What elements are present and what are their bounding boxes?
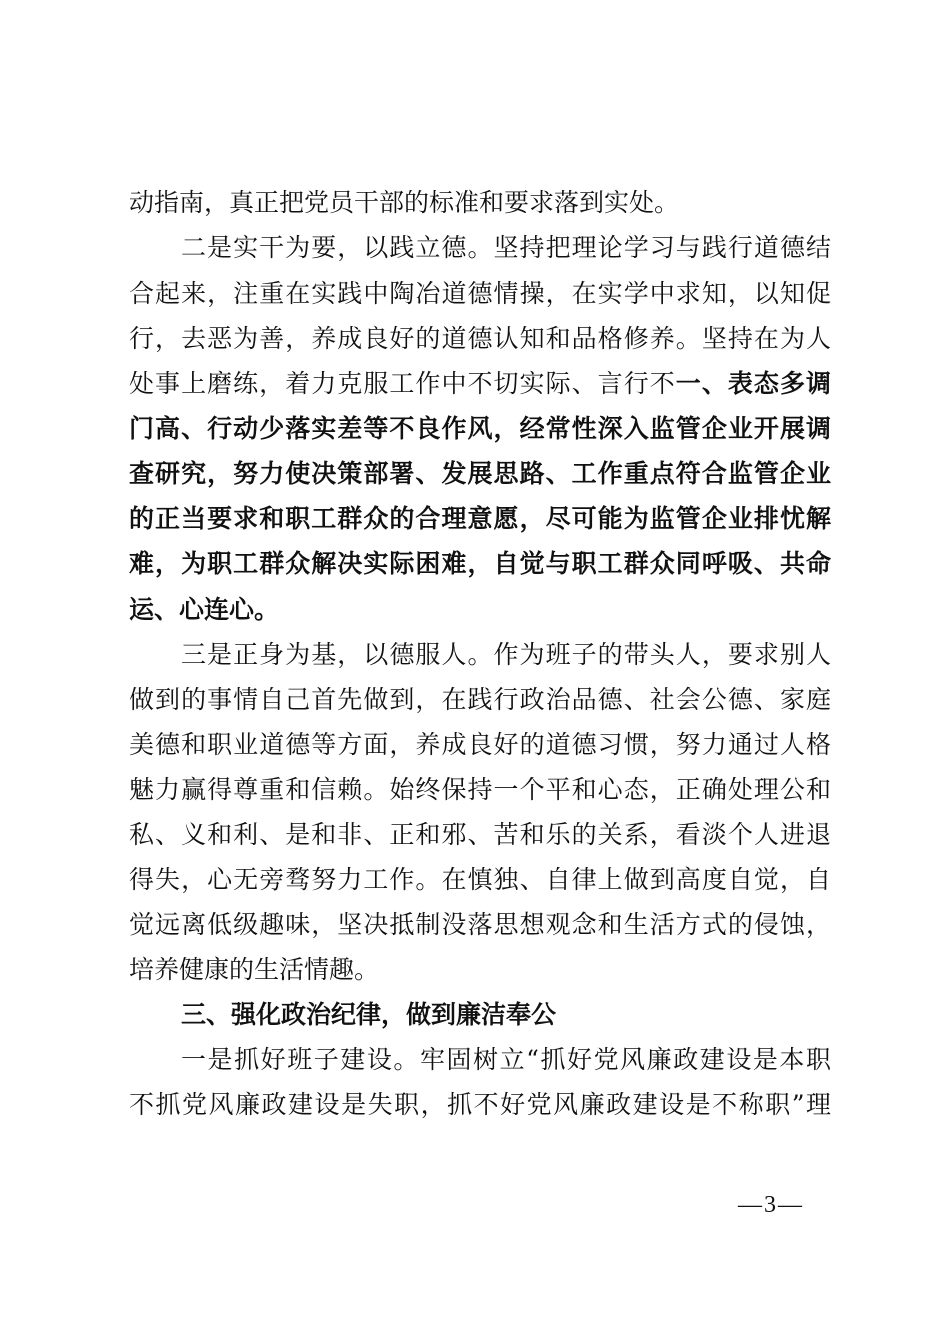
text: 二是实干为要，以践立德。坚持把理论学习与践行道德结 <box>181 233 831 262</box>
heading-text: 三、强化政治纪律，做到廉洁奉公 <box>181 1000 557 1029</box>
section-heading <box>181 997 831 1033</box>
bold-text: 门高、行动少落实差等不良作风，经常性深入监管企业开展调 <box>129 414 831 443</box>
text-line <box>129 366 831 402</box>
text-line <box>129 682 831 718</box>
text-line <box>129 952 831 988</box>
bold-text: 运、心连心。 <box>129 595 280 624</box>
bold-text: 的正当要求和职工群众的合理意愿，尽可能为监管企业排忧解 <box>129 504 831 533</box>
text-line <box>129 817 831 853</box>
text-line <box>129 411 831 447</box>
text: 合起来，注重在实践中陶冶道德情操，在实学中求知，以知促 <box>129 279 831 308</box>
text-line <box>129 772 831 808</box>
text-line <box>129 456 831 492</box>
text: 动指南，真正把党员干部的标准和要求落到实处。 <box>129 188 680 217</box>
text-line <box>129 276 831 312</box>
text-line <box>129 321 831 357</box>
text: 魅力赢得尊重和信赖。始终保持一个平和心态，正确处理公和 <box>129 775 831 804</box>
text-line <box>129 501 831 537</box>
bold-text: 难，为职工群众解决实际困难，自觉与职工群众同呼吸、共命 <box>129 549 831 578</box>
text: 私、义和利、是和非、正和邪、苦和乐的关系，看淡个人进退 <box>129 820 831 849</box>
page-number: —3— <box>738 1192 804 1218</box>
text-line <box>129 907 831 943</box>
text-line <box>129 185 831 221</box>
text: 处事上磨练，着力克服工作中不切实际、言行不 <box>129 369 676 398</box>
paragraph-start <box>181 230 831 266</box>
text-line <box>129 862 831 898</box>
text: 三是正身为基，以德服人。作为班子的带头人，要求别人 <box>181 640 831 669</box>
paragraph-start <box>181 1042 831 1078</box>
bold-text: 一、表态多调 <box>675 369 831 398</box>
text: 美德和职业道德等方面，养成良好的道德习惯，努力通过人格 <box>129 730 831 759</box>
text-line <box>129 592 831 628</box>
text: 一是抓好班子建设。牢固树立“抓好党风廉政建设是本职 <box>181 1045 831 1074</box>
paragraph-start <box>181 637 831 673</box>
text-line <box>129 727 831 763</box>
bold-text: 查研究，努力使决策部署、发展思路、工作重点符合监管企业 <box>129 459 831 488</box>
text: 做到的事情自己首先做到，在践行政治品德、社会公德、家庭 <box>129 685 831 714</box>
text-line <box>129 1087 831 1123</box>
text: 行，去恶为善，养成良好的道德认知和品格修养。坚持在为人 <box>129 324 831 353</box>
text: 不抓党风廉政建设是失职，抓不好党风廉政建设是不称职”理 <box>129 1090 831 1119</box>
text: 觉远离低级趣味，坚决抵制没落思想观念和生活方式的侵蚀， <box>129 910 831 939</box>
text-line <box>129 546 831 582</box>
text: 得失，心无旁骛努力工作。在慎独、自律上做到高度自觉，自 <box>129 865 831 894</box>
text: 培养健康的生活情趣。 <box>129 955 380 984</box>
